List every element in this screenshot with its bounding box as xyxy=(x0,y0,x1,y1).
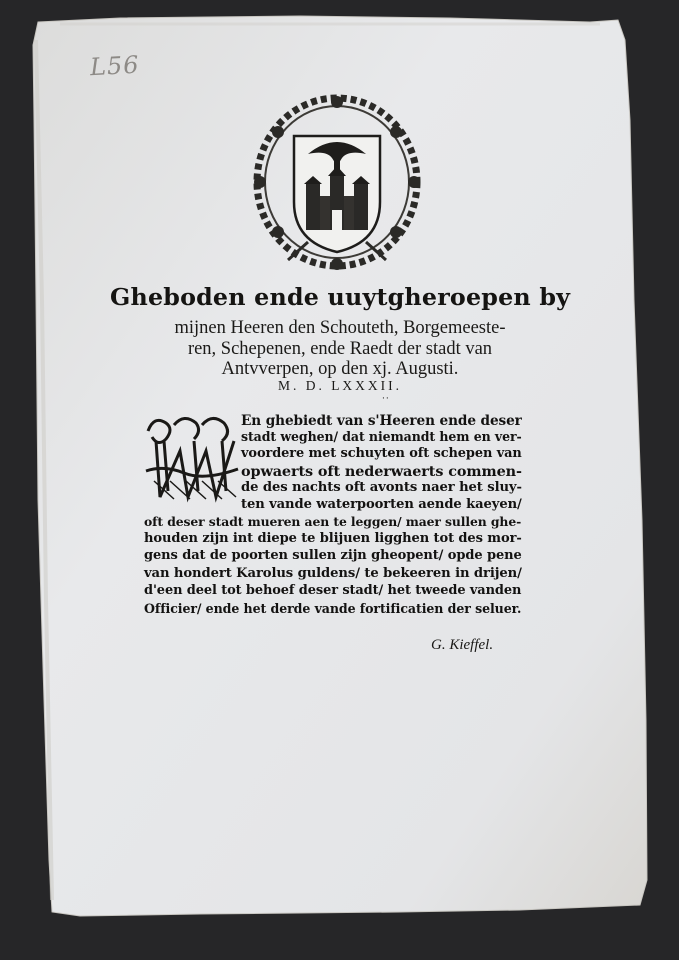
body-line-6: ten vande waterpoorten aende kaeyen/ xyxy=(241,497,522,512)
body-line-3: voordere met schuyten oft schepen van xyxy=(241,446,522,461)
printer-signature: G. Kieffel. xyxy=(431,637,494,653)
body-line-8: houden zijn int diepe te blijuen ligghen tot des mor- xyxy=(144,531,522,546)
body-line-10: van hondert Karolus guldens/ te bekeeren in drijen/ xyxy=(144,566,522,581)
decorated-initial-letter xyxy=(144,411,240,503)
body-line-4: opwaerts oft nederwaerts commen- xyxy=(241,463,522,480)
proclamation-title: Gheboden ende uuytgheroepen by xyxy=(110,283,571,311)
body-line-12: Officier/ ende het derde vande fortificatien der seluer. xyxy=(144,601,522,616)
body-line-7: oft deser stadt mueren aen te leggen/ maer sullen ghe- xyxy=(144,514,522,529)
subtitle-line-3: Antvverpen, op den xj. Augusti. xyxy=(221,359,459,379)
coat-of-arms-emblem xyxy=(248,92,426,274)
subtitle-line-2: ren, Schepenen, ende Raedt der stadt van xyxy=(187,339,493,359)
body-line-2: stadt weghen/ dat niemandt hem en ver- xyxy=(241,429,522,444)
archive-number: L56 xyxy=(89,50,141,82)
body-line-1: En ghebiedt van s'Heeren ende deser xyxy=(241,413,522,429)
body-line-5: de des nachts oft avonts naer het sluy- xyxy=(241,480,522,495)
body-line-9: gens dat de poorten sullen zijn gheopent/ opde pene xyxy=(144,548,522,563)
date-line: M. D. LXXXII. xyxy=(277,378,403,393)
subtitle-line-1: mijnen Heeren den Schouteth, Borgemeeste- xyxy=(174,318,506,338)
body-line-11: d'een deel tot behoef deser stadt/ het tweede vanden xyxy=(144,583,522,598)
ornament-dots: ·· xyxy=(382,394,390,404)
